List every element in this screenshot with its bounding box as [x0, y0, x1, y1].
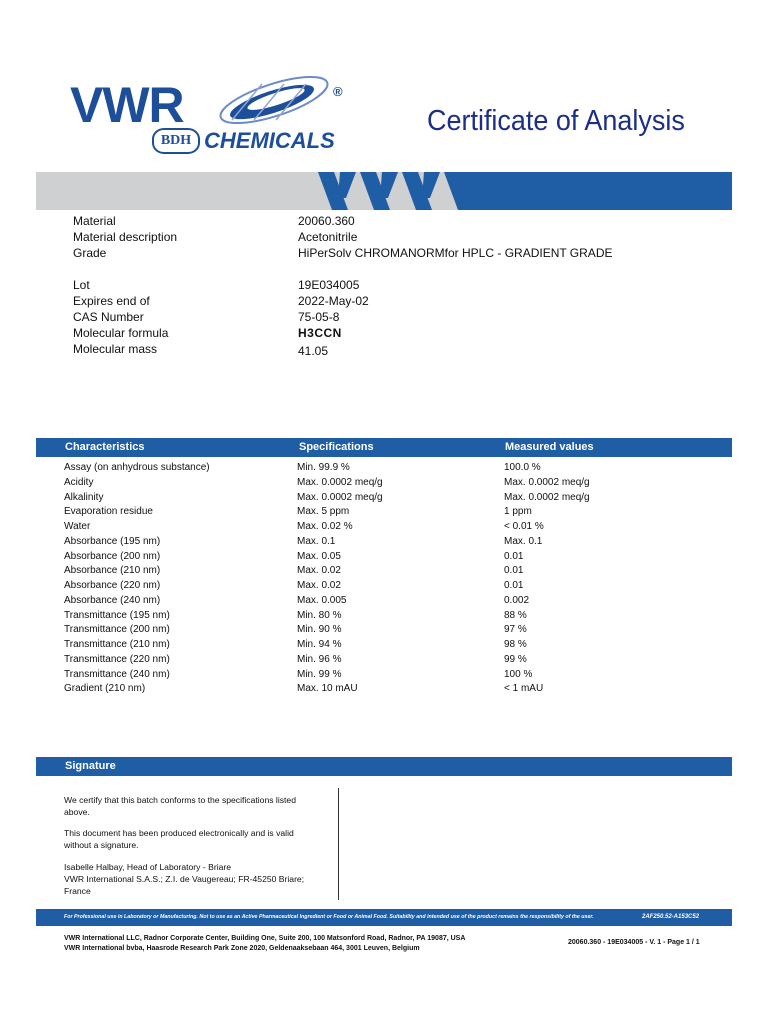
grade-label: Grade [73, 246, 107, 260]
molecular-formula-value: H3CCN [298, 326, 342, 340]
molecular-formula-label: Molecular formula [73, 326, 169, 340]
signature-heading: Signature [65, 760, 116, 772]
signature-header [36, 757, 732, 776]
specification-cell: Min. 99 % [297, 668, 342, 680]
header-band-blue [458, 172, 732, 210]
certify-statement: We certify that this batch conforms to the specifications listed above. [64, 795, 296, 817]
characteristic-cell: Absorbance (220 nm) [64, 580, 161, 591]
characteristic-cell: Transmittance (220 nm) [64, 653, 170, 665]
table-row [64, 505, 704, 520]
characteristics-table [64, 461, 704, 697]
measured-cell: Max. 0.0002 meq/g [504, 491, 590, 503]
table-row [64, 491, 704, 506]
characteristic-cell: Absorbance (195 nm) [64, 535, 161, 547]
table-row [64, 653, 704, 668]
material-label: Material [73, 214, 116, 228]
measured-cell: 98 % [504, 639, 527, 650]
table-row [64, 579, 704, 594]
measured-cell: 99 % [504, 653, 527, 665]
characteristic-cell: Gradient (210 nm) [64, 683, 146, 695]
lot-value: 19E034005 [298, 278, 360, 292]
specifications-header: Specifications [299, 441, 374, 453]
table-row [64, 623, 704, 638]
specification-cell: Max. 0.02 % [297, 521, 353, 532]
grade-value: HiPerSolv CHROMANORMfor HPLC - GRADIENT GRADE [298, 246, 613, 260]
cas-number-label: CAS Number [73, 310, 144, 324]
characteristics-header: Characteristics [65, 441, 145, 453]
table-row [64, 682, 704, 697]
measured-cell: < 0.01 % [504, 521, 544, 532]
table-row [64, 564, 704, 579]
measured-cell: 0.002 [504, 594, 530, 606]
characteristic-cell: Transmittance (240 nm) [64, 668, 170, 680]
characteristic-cell: Water [64, 521, 91, 532]
page-title: Certificate of Analysis [427, 105, 685, 137]
measured-cell: 97 % [504, 624, 527, 636]
document-code: 2AF250.52-A153C52 [642, 914, 700, 920]
signature-divider [338, 788, 339, 900]
signer-name: Isabelle Halbay, Head of Laboratory - Briare [64, 862, 232, 872]
specification-cell: Min. 90 % [297, 624, 342, 636]
specification-cell: Max. 0.05 [297, 550, 341, 562]
table-row [64, 461, 704, 476]
table-row [64, 535, 704, 550]
measured-cell: 0.01 [504, 550, 524, 562]
address-block [64, 934, 465, 954]
specification-cell: Max. 0.0002 meq/g [297, 491, 383, 503]
address-line-1: VWR International LLC, Radnor Corporate Center, Building One, Suite 200, 100 Matsonford Road, Radnor, PA 19087, USA [64, 935, 466, 942]
cas-number-value: 75-05-8 [298, 310, 340, 324]
table-row [64, 476, 704, 491]
table-header [36, 438, 732, 457]
specification-cell: Max. 10 mAU [297, 683, 358, 695]
electronic-statement: This document has been produced electronically and is valid without a signature. [64, 828, 294, 850]
page-info: 20060.360 - 19E034005 - V. 1 - Page 1 / 1 [568, 939, 700, 946]
material-value: 20060.360 [298, 214, 355, 228]
measured-cell: Max. 0.1 [504, 535, 543, 547]
specification-cell: Min. 80 % [297, 609, 342, 621]
characteristic-cell: Transmittance (210 nm) [64, 639, 170, 650]
address-line-2: VWR International bvba, Haasrode Research Park Zone 2020, Geldenaaksebaan 464, 3001 Leuven, Belgium [64, 945, 420, 952]
expires-label: Expires end of [73, 294, 150, 308]
specification-cell: Max. 0.1 [297, 535, 336, 547]
table-row [64, 550, 704, 565]
specification-cell: Max. 0.02 [297, 565, 341, 577]
characteristic-cell: Acidity [64, 476, 94, 488]
bdh-logo: BDH [152, 128, 200, 154]
characteristic-cell: Alkalinity [64, 491, 104, 503]
measured-cell: 1 ppm [504, 506, 532, 518]
measured-cell: 100 % [504, 668, 533, 680]
disclaimer-text: For Professional use in Laboratory or Manufacturing. Not to use as an Active Pharmaceutical Ingredient or Food or Animal Food. Suitability and intended use of the product remains the responsibility of the user. [64, 914, 594, 920]
characteristic-cell: Absorbance (210 nm) [64, 565, 161, 577]
specification-cell: Min. 94 % [297, 639, 342, 650]
characteristic-cell: Absorbance (240 nm) [64, 594, 161, 606]
characteristic-cell: Evaporation residue [64, 506, 153, 518]
footer-disclaimer-bar [36, 909, 732, 926]
material-description-value: Acetonitrile [298, 230, 358, 244]
specification-cell: Max. 0.0002 meq/g [297, 476, 383, 488]
measured-cell: 0.01 [504, 565, 524, 577]
registered-mark: ® [333, 84, 343, 99]
material-description-label: Material description [73, 230, 178, 244]
vwr-chevron-icon [310, 172, 460, 210]
characteristic-cell: Transmittance (195 nm) [64, 609, 170, 621]
measured-values-header: Measured values [505, 441, 594, 453]
table-row [64, 609, 704, 624]
characteristic-cell: Transmittance (200 nm) [64, 624, 170, 636]
table-row [64, 520, 704, 535]
measured-cell: < 1 mAU [504, 683, 544, 695]
specification-cell: Min. 99.9 % [297, 462, 350, 473]
vwr-logo-text: VWR [70, 77, 184, 133]
characteristic-cell: Absorbance (200 nm) [64, 550, 161, 562]
characteristic-cell: Assay (on anhydrous substance) [64, 462, 210, 473]
signer-company: VWR International S.A.S.; Z.I. de Vaugereau; FR-45250 Briare; France [64, 874, 305, 896]
specification-cell: Max. 0.02 [297, 580, 341, 591]
measured-cell: 0.01 [504, 580, 524, 591]
expires-value: 2022-May-02 [298, 294, 369, 308]
table-row [64, 638, 704, 653]
table-row [64, 594, 704, 609]
measured-cell: 88 % [504, 609, 527, 621]
specification-cell: Max. 5 ppm [297, 506, 350, 518]
specification-cell: Max. 0.005 [297, 594, 347, 606]
lot-label: Lot [73, 278, 90, 292]
measured-cell: Max. 0.0002 meq/g [504, 476, 590, 488]
molecular-mass-label: Molecular mass [73, 342, 158, 356]
vwr-swoosh-icon [212, 70, 342, 130]
measured-cell: 100.0 % [504, 462, 541, 473]
specification-cell: Min. 96 % [297, 653, 342, 665]
chemicals-logo-text: CHEMICALS [204, 128, 335, 153]
molecular-mass-value: 41.05 [298, 344, 329, 358]
table-row [64, 668, 704, 683]
